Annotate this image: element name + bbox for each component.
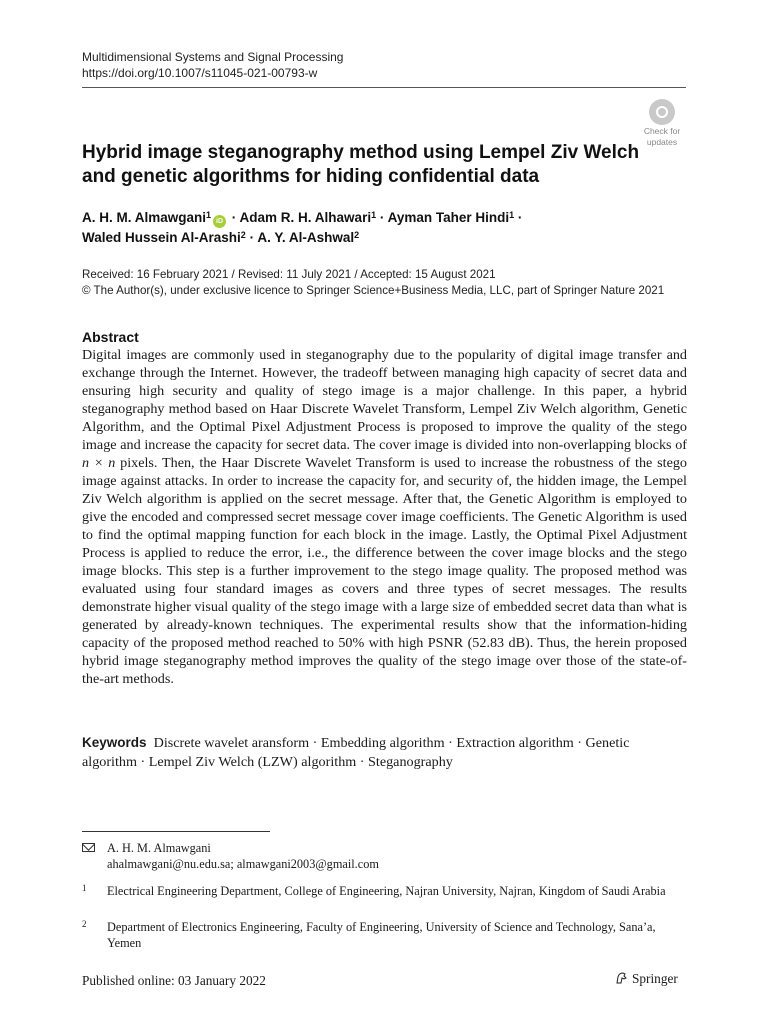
corresponding-email[interactable]: ahalmawgani@nu.edu.sa; almawgani2003@gmail.com bbox=[107, 857, 379, 871]
paper-title: Hybrid image steganography method using Lempel Ziv Welch and genetic algorithms for hiding confidential data bbox=[82, 142, 640, 187]
author-affiliation: 1 bbox=[371, 210, 377, 220]
badge-line-1: Check for bbox=[643, 126, 681, 136]
check-for-updates-icon bbox=[649, 99, 675, 125]
badge-line-2: updates bbox=[646, 137, 678, 147]
corresponding-name: A. H. M. Almawgani bbox=[107, 841, 211, 855]
received-dates: Received: 16 February 2021 / Revised: 11 July 2021 / Accepted: 15 August 2021 bbox=[82, 268, 496, 281]
abstract-text-part-1: Digital images are commonly used in steganography due to the popularity of digital image transfer and exchange through the Internet. However, the tradeoff between managing high capacity of secret data and ensuring high security and quality of stego image is a major challenge. In this paper, a hybrid steganography method based on Haar Discrete Wavelet Transform, Lempel Ziv Welch algorithm, Genetic Algorithm, and the Optimal Pixel Adjustment Process is proposed to improve the quality of the stego image and increase the capacity for secret data. The cover image is divided into non-overlapping blocks of bbox=[82, 347, 687, 453]
affiliation-number: 2 bbox=[82, 919, 87, 929]
published-online: Published online: 03 January 2022 bbox=[82, 973, 266, 988]
abstract-heading: Abstract bbox=[82, 329, 139, 345]
header-rule bbox=[82, 87, 686, 88]
doi-link[interactable]: https://doi.org/10.1007/s11045-021-00793-w bbox=[82, 66, 318, 80]
author-separator: · bbox=[517, 210, 523, 225]
author-affiliation: 2 bbox=[354, 230, 360, 240]
affiliation-text: Department of Electronics Engineering, Faculty of Engineering, University of Science and Technology, Sana’a, Yemen bbox=[107, 920, 656, 950]
orcid-icon[interactable]: iD bbox=[213, 215, 226, 228]
publisher-name: Springer bbox=[632, 971, 678, 986]
author-affiliation: 1 bbox=[509, 210, 515, 220]
copyright-line: © The Author(s), under exclusive licence to Springer Science+Business Media, LLC, part of Springer Nature 2021 bbox=[82, 284, 665, 297]
author-name: Waled Hussein Al-Arashi bbox=[82, 230, 241, 245]
journal-header bbox=[82, 49, 343, 81]
author-separator: · bbox=[249, 230, 255, 245]
springer-horse-icon bbox=[614, 971, 628, 985]
author-name: A. H. M. Almawgani bbox=[82, 210, 207, 225]
envelope-icon bbox=[82, 843, 95, 852]
journal-name: Multidimensional Systems and Signal Processing bbox=[82, 50, 344, 64]
publisher-logo bbox=[614, 971, 678, 987]
check-for-updates-badge[interactable] bbox=[636, 99, 688, 145]
author-affiliation: 2 bbox=[240, 230, 246, 240]
author-name: Ayman Taher Hindi bbox=[387, 210, 510, 225]
author-affiliation: 1 bbox=[206, 210, 212, 220]
keywords bbox=[82, 734, 682, 771]
author-separator: · bbox=[231, 210, 237, 225]
author-name: A. Y. Al-Ashwal bbox=[257, 230, 355, 245]
keywords-list: Discrete wavelet aransform · Embedding algorithm · Extraction algorithm · Genetic algorithm · Lempel Ziv Welch (LZW) algorithm · Steganography bbox=[82, 735, 630, 770]
article-history bbox=[82, 267, 702, 299]
author-name: Adam R. H. Alhawari bbox=[239, 210, 372, 225]
keywords-label: Keywords bbox=[82, 735, 147, 750]
abstract-text-part-2: pixels. Then, the Haar Discrete Wavelet Transform is used to increase the robustness of the stego image against attacks. In order to increase the capacity for, and security of, the hidden image, the Lempel Ziv Welch algorithm is applied on the secret message. After that, the Genetic Algorithm is employed to give the encoded and compressed secret message cover image coefficients. The Genetic Algorithm is used to find the optimal mapping function for each block in the image. Lastly, the Optimal Pixel Adjustment Process is applied to reduce the error, i.e., the difference between the cover image blocks and the stego image blocks. This step is a further improvement to the stego image quality. The proposed method was evaluated using four standard images as covers and three types of secret messages. The results demonstrate higher visual quality of the stego image with a large size of embedded secret data than what is generated by already-known techniques. The experimental results show that the information-hiding capacity of the proposed method reached to 50% with high PSNR (52.83 dB). Thus, the herein proposed hybrid image steganography method improves the quality of the stego image over those of the state-of-the-art methods. bbox=[82, 455, 687, 687]
author-list bbox=[82, 208, 682, 247]
author-separator: · bbox=[379, 210, 385, 225]
affiliation-number: 1 bbox=[82, 883, 87, 893]
abstract-math: n × n bbox=[82, 455, 116, 471]
abstract-text bbox=[82, 346, 687, 688]
footnote-rule bbox=[82, 831, 270, 832]
affiliation-text: Electrical Engineering Department, College of Engineering, Najran University, Najran, Kingdom of Saudi Arabia bbox=[107, 884, 666, 898]
